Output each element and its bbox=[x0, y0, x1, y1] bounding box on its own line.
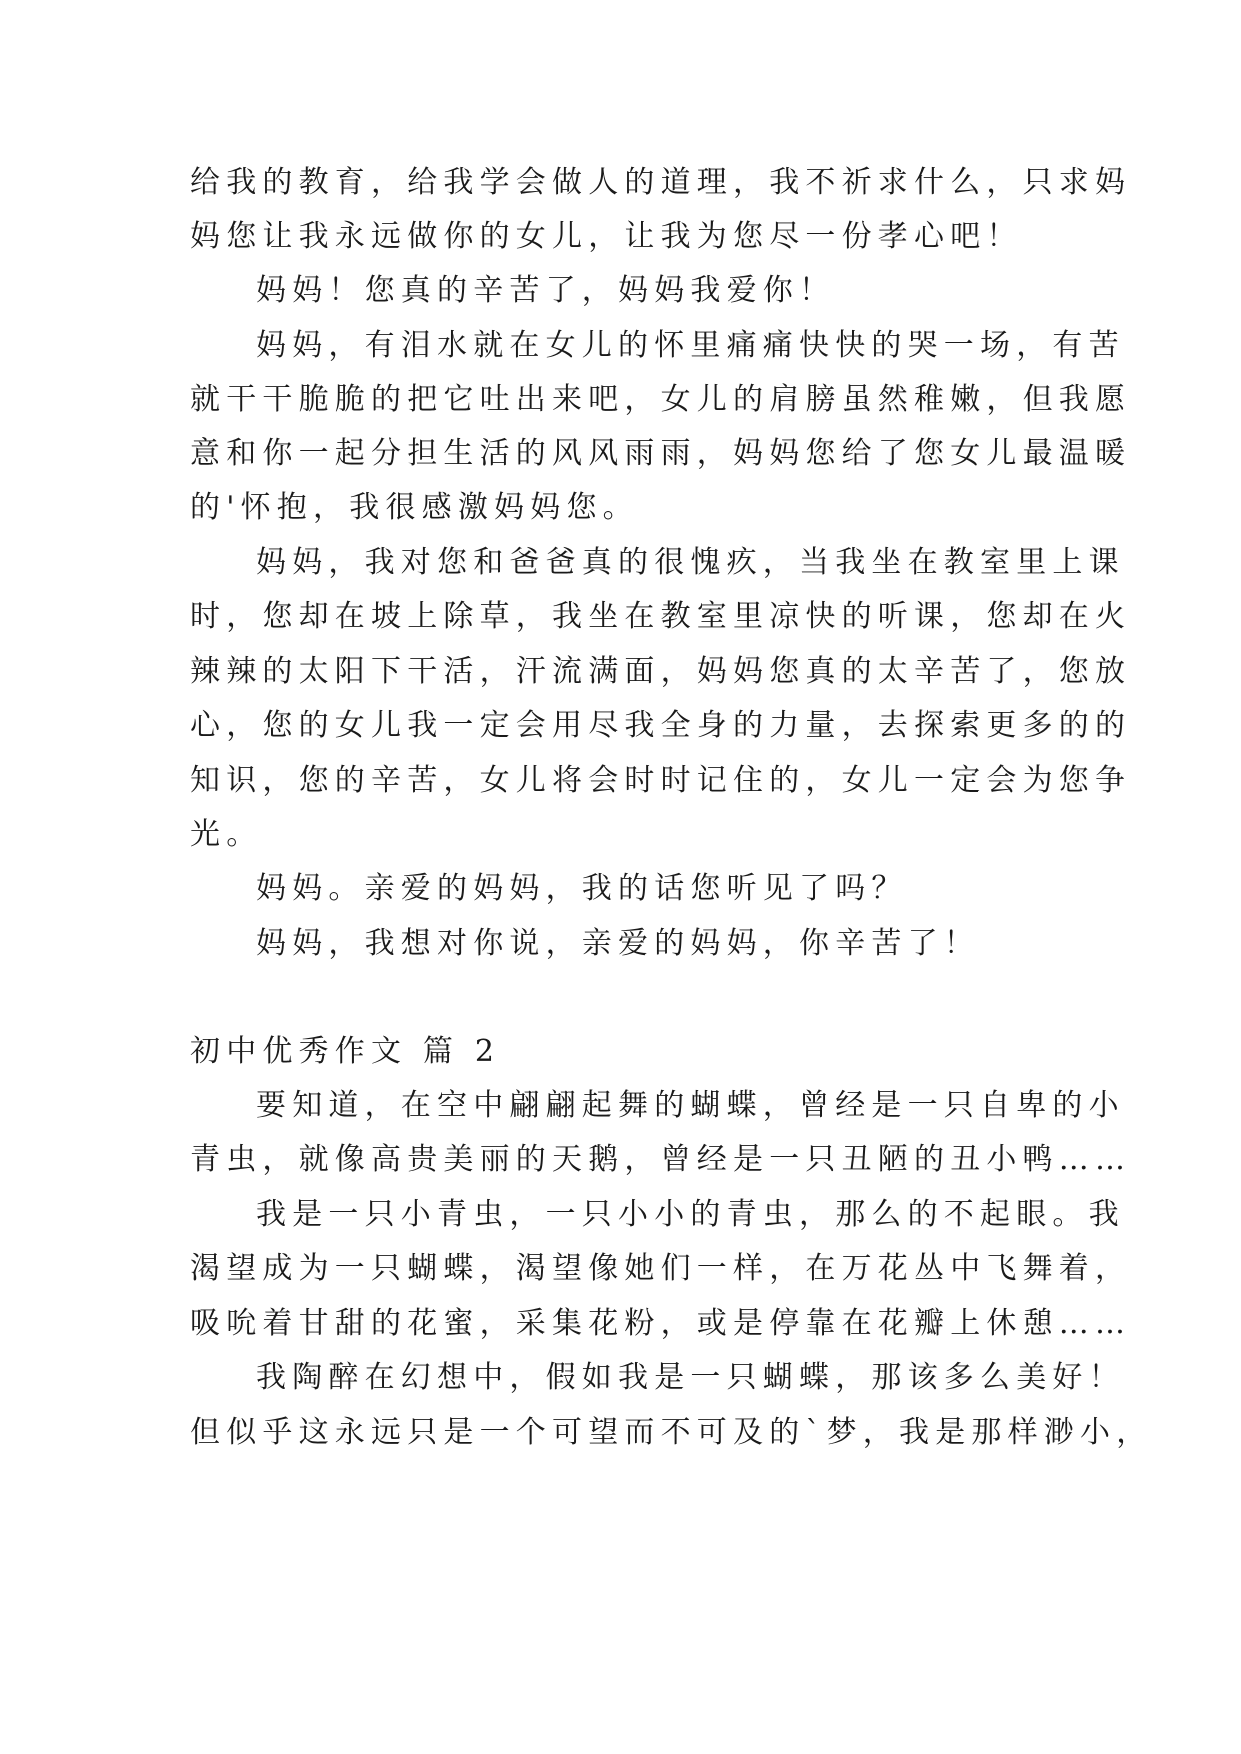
body-text-line: 但似乎这永远只是一个可望而不可及的`梦，我是那样渺小， bbox=[190, 1415, 1153, 1450]
body-text-line: 妈妈。亲爱的妈妈，我的话您听见了吗？ bbox=[256, 871, 908, 906]
body-text-line: 的'怀抱，我很感激妈妈您。 bbox=[190, 490, 639, 525]
body-text-line: 妈妈，我对您和爸爸真的很愧疚，当我坐在教室里上课 bbox=[256, 545, 1125, 580]
body-text-line: 吸吮着甘甜的花蜜，采集花粉，或是停靠在花瓣上休憩…… bbox=[190, 1306, 1132, 1341]
body-text-line: 时，您却在坡上除草，我坐在教室里凉快的听课，您却在火 bbox=[190, 599, 1132, 634]
body-text-line: 辣辣的太阳下干活，汗流满面，妈妈您真的太辛苦了，您放 bbox=[190, 654, 1132, 689]
body-text-line: 给我的教育，给我学会做人的道理，我不祈求什么，只求妈 bbox=[190, 165, 1132, 200]
body-text-line: 妈您让我永远做你的女儿，让我为您尽一份孝心吧！ bbox=[190, 219, 1023, 254]
body-text-line: 就干干脆脆的把它吐出来吧，女儿的肩膀虽然稚嫩，但我愿 bbox=[190, 382, 1132, 417]
body-text-line: 意和你一起分担生活的风风雨雨，妈妈您给了您女儿最温暖 bbox=[190, 436, 1132, 471]
body-text-line: 我陶醉在幻想中，假如我是一只蝴蝶，那该多么美好！ bbox=[256, 1360, 1125, 1395]
body-text-line: 知识，您的辛苦，女儿将会时时记住的，女儿一定会为您争 bbox=[190, 763, 1132, 798]
body-text-line: 心，您的女儿我一定会用尽我全身的力量，去探索更多的的 bbox=[190, 708, 1132, 743]
body-text-line: 妈妈！您真的辛苦了，妈妈我爱你！ bbox=[256, 273, 836, 308]
body-text-line: 要知道，在空中翩翩起舞的蝴蝶，曾经是一只自卑的小 bbox=[256, 1088, 1125, 1123]
body-text-line: 妈妈，有泪水就在女儿的怀里痛痛快快的哭一场，有苦 bbox=[256, 328, 1125, 363]
body-text-line: 青虫，就像高贵美丽的天鹅，曾经是一只丑陋的丑小鸭…… bbox=[190, 1142, 1132, 1177]
body-text-line: 光。 bbox=[190, 817, 263, 852]
body-text-line: 妈妈，我想对你说，亲爱的妈妈，你辛苦了！ bbox=[256, 926, 980, 961]
section-heading: 初中优秀作文 篇 2 bbox=[190, 1034, 501, 1069]
body-text-line: 渴望成为一只蝴蝶，渴望像她们一样，在万花丛中飞舞着， bbox=[190, 1251, 1132, 1286]
body-text-line: 我是一只小青虫，一只小小的青虫，那么的不起眼。我 bbox=[256, 1197, 1125, 1232]
